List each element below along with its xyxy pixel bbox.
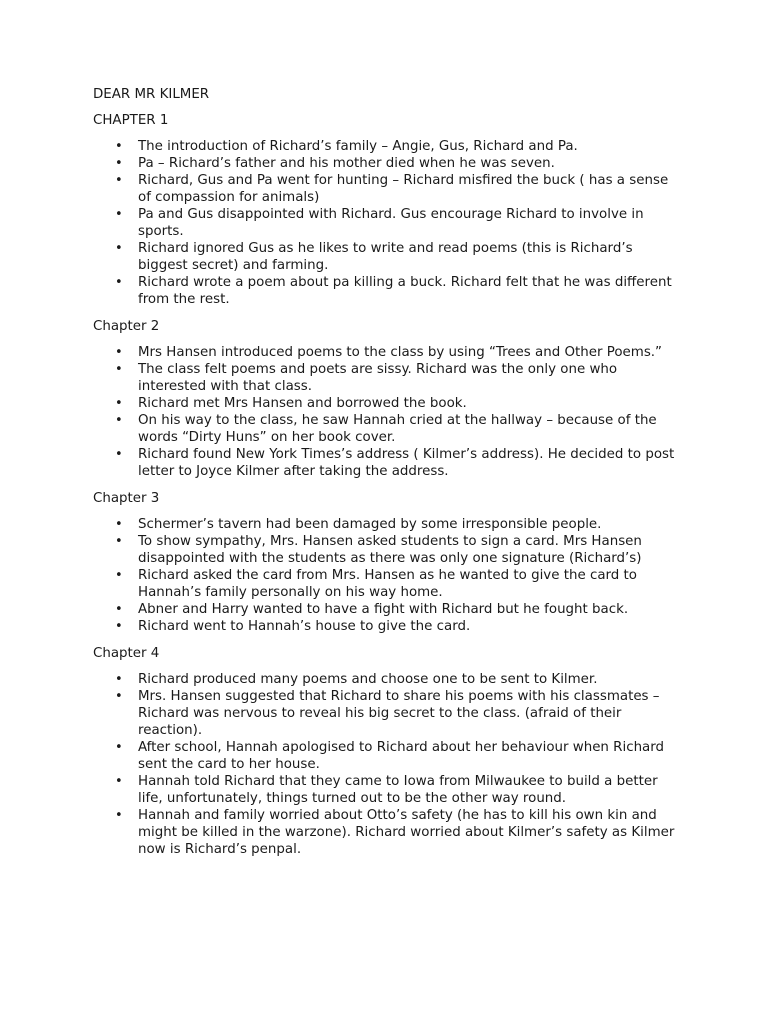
list-item: • Richard wrote a poem about pa killing a buck. Richard felt that he was different from the rest. <box>115 275 672 307</box>
list-item: • After school, Hannah apologised to Richard about her behaviour when Richard sent the card to her house. <box>115 740 665 772</box>
bullet-icon: • <box>115 534 123 549</box>
list-item: • The class felt poems and poets are sissy. Richard was the only one who interested with that class. <box>115 362 618 394</box>
list-item: • Schermer’s tavern had been damaged by some irresponsible people. <box>115 517 602 532</box>
bullet-icon: • <box>115 619 123 634</box>
document-page <box>93 86 683 868</box>
list-item: • Hannah told Richard that they came to Iowa from Milwaukee to build a better life, unfortunately, things turned out to be the other way round. <box>115 774 658 806</box>
list-item: • To show sympathy, Mrs. Hansen asked students to sign a card. Mrs Hansen disappointed with the students as there was only one signature (Richard’s) <box>115 534 642 566</box>
chapter-3-heading: Chapter 3 <box>93 491 160 506</box>
bullet-icon: • <box>115 207 123 222</box>
bullet-icon: • <box>115 672 123 687</box>
chapter-1-heading: CHAPTER 1 <box>93 113 169 128</box>
list-item: • Richard, Gus and Pa went for hunting – Richard misfired the buck ( has a sense of compassion for animals) <box>115 173 669 205</box>
chapter-1-list <box>93 138 683 308</box>
list-item: • Pa and Gus disappointed with Richard. Gus encourage Richard to involve in sports. <box>115 207 644 239</box>
bullet-icon: • <box>115 345 123 360</box>
bullet-icon: • <box>115 156 123 171</box>
bullet-icon: • <box>115 413 123 428</box>
chapter-2-heading: Chapter 2 <box>93 319 160 334</box>
list-item: • Richard produced many poems and choose one to be sent to Kilmer. <box>115 672 598 687</box>
list-item: • Richard met Mrs Hansen and borrowed the book. <box>115 396 467 411</box>
bullet-icon: • <box>115 396 123 411</box>
bullet-icon: • <box>115 568 123 583</box>
bullet-icon: • <box>115 275 123 290</box>
bullet-icon: • <box>115 808 123 823</box>
bullet-icon: • <box>115 517 123 532</box>
bullet-icon: • <box>115 689 123 704</box>
list-item: • Pa – Richard’s father and his mother died when he was seven. <box>115 156 555 171</box>
list-item: • Abner and Harry wanted to have a fight with Richard but he fought back. <box>115 602 629 617</box>
bullet-icon: • <box>115 241 123 256</box>
bullet-icon: • <box>115 774 123 789</box>
list-item: • Richard went to Hannah’s house to give the card. <box>115 619 471 634</box>
list-item: • Hannah and family worried about Otto’s safety (he has to kill his own kin and might be killed in the warzone). Richard worried about Kilmer’s safety as Kilmer now is Richard’s penpal. <box>115 808 675 857</box>
bullet-icon: • <box>115 602 123 617</box>
bullet-icon: • <box>115 139 123 154</box>
list-item: • Mrs. Hansen suggested that Richard to share his poems with his classmates – Richard was nervous to reveal his big secret to the class. (afraid of their reaction). <box>115 689 660 738</box>
list-item: • The introduction of Richard’s family – Angie, Gus, Richard and Pa. <box>115 139 578 154</box>
bullet-icon: • <box>115 173 123 188</box>
chapter-4-heading: Chapter 4 <box>93 646 160 661</box>
list-item: • Richard asked the card from Mrs. Hansen as he wanted to give the card to Hannah’s family personally on his way home. <box>115 568 637 600</box>
list-item: • On his way to the class, he saw Hannah cried at the hallway – because of the words “Dirty Huns” on her book cover. <box>115 413 657 445</box>
bullet-icon: • <box>115 362 123 377</box>
chapter-4-list <box>93 671 683 858</box>
list-item: • Richard ignored Gus as he likes to write and read poems (this is Richard’s biggest secret) and farming. <box>115 241 633 273</box>
document-title: DEAR MR KILMER <box>93 87 210 102</box>
bullet-icon: • <box>115 447 123 462</box>
chapter-2-list <box>93 344 683 480</box>
chapter-3-list <box>93 516 683 635</box>
list-item: • Mrs Hansen introduced poems to the class by using “Trees and Other Poems.” <box>115 345 662 360</box>
bullet-icon: • <box>115 740 123 755</box>
list-item: • Richard found New York Times’s address ( Kilmer’s address). He decided to post letter to Joyce Kilmer after taking the address. <box>115 447 675 479</box>
